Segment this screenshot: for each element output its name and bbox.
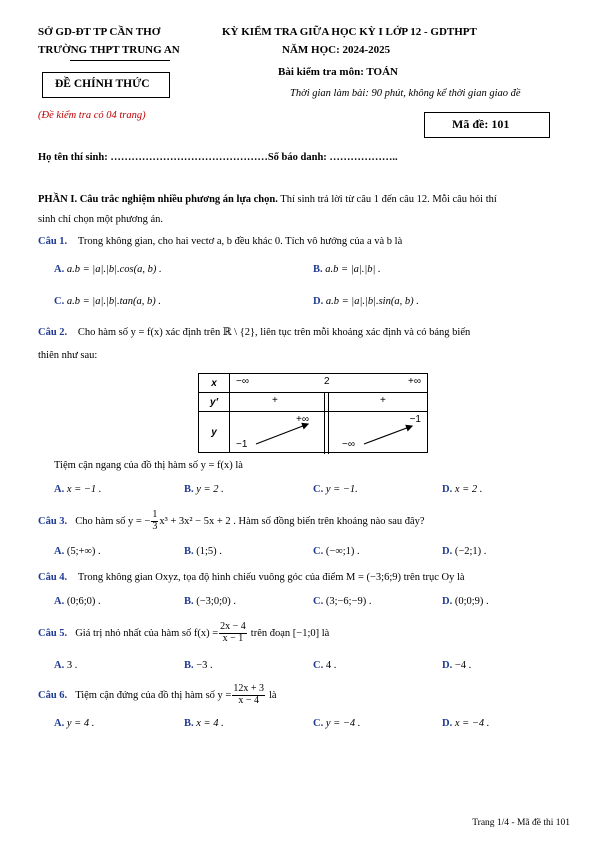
- q6-text-post: là: [269, 689, 277, 701]
- q4-option-c[interactable]: [313, 596, 372, 607]
- y-right-high: −1: [409, 414, 421, 425]
- q5-option-a[interactable]: [54, 660, 77, 671]
- school-year: NĂM HỌC: 2024-2025: [282, 44, 391, 56]
- option-letter: C.: [313, 484, 324, 495]
- q2-option-d[interactable]: [442, 484, 482, 495]
- q2-a-text: x = −1 .: [66, 484, 102, 495]
- table-yp-row: [230, 393, 428, 412]
- q5-d-text: −4 .: [454, 660, 472, 671]
- q6-numerator: 12x + 3: [233, 683, 264, 694]
- option-letter: B.: [313, 264, 323, 275]
- q6-option-b[interactable]: [184, 718, 224, 729]
- option-letter: D.: [442, 660, 453, 671]
- pages-note: (Đề kiểm tra có 04 trang): [38, 110, 146, 121]
- left-increase-arrow: [256, 424, 308, 444]
- q2-after-text: Tiệm cận ngang của đồ thị hàm số y = f(x) là: [54, 460, 243, 471]
- q3-option-a[interactable]: [54, 546, 101, 557]
- q5-c-text: 4 .: [325, 660, 337, 671]
- x-pos-inf: +∞: [408, 376, 421, 387]
- official-label: ĐỀ CHÍNH THỨC: [55, 78, 150, 90]
- q5-numerator: 2x − 4: [220, 621, 246, 632]
- option-letter: A.: [54, 484, 65, 495]
- q2-b-text: y = 2 .: [196, 484, 224, 495]
- q3-fraction: $\frac{1}{3}$: [152, 509, 158, 532]
- q6-label: Câu 6.: [38, 689, 68, 701]
- part1-instruction: Thí sinh trả lời từ câu 1 đến câu 12. Mỗi câu hỏi thí: [277, 194, 497, 205]
- option-letter: B.: [184, 596, 194, 607]
- q4-text: Trong không gian Oxyz, tọa độ hình chiếu vuông góc của điểm M = (−3;6;9) trên trục Oy là: [77, 572, 465, 583]
- q6-option-d[interactable]: [442, 718, 489, 729]
- q1-option-c[interactable]: [54, 296, 161, 307]
- q2-c-text: y = −1.: [325, 484, 358, 495]
- option-letter: B.: [184, 718, 194, 729]
- q6-c-text: y = −4 .: [325, 718, 361, 729]
- q6-denominator: x − 4: [238, 694, 259, 706]
- q6-text-pre: Tiệm cận đứng của đồ thị hàm số y =: [75, 689, 232, 701]
- double-bar: [324, 392, 329, 413]
- x-two: 2: [324, 376, 330, 387]
- option-letter: B.: [184, 484, 194, 495]
- q2-option-a[interactable]: [54, 484, 101, 495]
- option-letter: B.: [184, 660, 194, 671]
- table-x-row: [230, 374, 428, 393]
- option-letter: C.: [54, 296, 65, 307]
- q6-a-text: y = 4 .: [66, 718, 95, 729]
- q1-a-text: a.b = |a|.|b|.cos(a, b) .: [66, 264, 162, 275]
- q3-d-text: (−2;1) .: [454, 546, 487, 557]
- right-increase-arrow: [364, 426, 412, 444]
- yp-left-sign: +: [272, 395, 278, 406]
- q4-d-text: (0;0;9) .: [454, 596, 489, 607]
- q5-denominator: x − 1: [222, 632, 244, 644]
- q5-fraction: [219, 622, 247, 644]
- q3-option-c[interactable]: [313, 546, 360, 557]
- q3-label: Câu 3.: [38, 515, 68, 527]
- q4-c-text: (3;−6;−9) .: [325, 596, 372, 607]
- q3-text-post: x³ + 3x² − 5x + 2 . Hàm số đồng biến trên khoảng nào sau đây?: [159, 515, 425, 527]
- q1-b-text: a.b = |a|.|b| .: [325, 264, 381, 275]
- q5-option-c[interactable]: [313, 660, 336, 671]
- option-letter: D.: [442, 718, 453, 729]
- q1-d-text: a.b = |a|.|b|.sin(a, b) .: [325, 296, 419, 307]
- subject: Bài kiểm tra môn: TOÁN: [278, 66, 398, 78]
- question-6: [38, 684, 277, 706]
- option-letter: D.: [313, 296, 324, 307]
- y-left-low: −1: [236, 439, 248, 450]
- table-x-label: x: [199, 374, 230, 393]
- x-neg-inf: −∞: [236, 376, 249, 387]
- q1-c-text: a.b = |a|.|b|.tan(a, b) .: [66, 296, 162, 307]
- part1-title: PHẦN I. Câu trắc nghiệm nhiều phương án lựa chọn.: [38, 194, 278, 205]
- q1-option-b[interactable]: [313, 264, 381, 275]
- option-letter: C.: [313, 546, 324, 557]
- exam-time: Thời gian làm bài: 90 phút, không kể thời gian giao đề: [290, 88, 521, 99]
- option-letter: B.: [184, 546, 194, 557]
- option-letter: C.: [313, 596, 324, 607]
- exam-title: KỲ KIỂM TRA GIỮA HỌC KỲ I LỚP 12 - GDTHPT: [222, 26, 477, 38]
- question-3: [38, 510, 425, 532]
- option-letter: D.: [442, 596, 453, 607]
- q4-a-text: (0;6;0) .: [66, 596, 101, 607]
- option-letter: C.: [313, 660, 324, 671]
- table-y-row: [230, 412, 428, 453]
- question-1: [38, 236, 402, 247]
- q6-fraction: [232, 684, 265, 706]
- q3-option-b[interactable]: [184, 546, 222, 557]
- q1-label: Câu 1.: [38, 236, 68, 247]
- question-5: [38, 622, 329, 644]
- q3-a-text: (5;+∞) .: [66, 546, 101, 557]
- q4-label: Câu 4.: [38, 572, 68, 583]
- q5-text-pre: Giá trị nhỏ nhất của hàm số f(x) =: [75, 627, 219, 639]
- option-letter: D.: [442, 484, 453, 495]
- q3-text-pre: Cho hàm số y = −: [75, 515, 151, 527]
- yp-right-sign: +: [380, 395, 386, 406]
- q6-option-a[interactable]: [54, 718, 94, 729]
- school-name: TRƯỜNG THPT TRUNG AN: [38, 44, 180, 56]
- q2-option-b[interactable]: [184, 484, 224, 495]
- q2-d-text: x = 2 .: [454, 484, 483, 495]
- q2-label: Câu 2.: [38, 327, 68, 338]
- q5-text-post: trên đoạn [−1;0] là: [250, 627, 330, 639]
- y-left-high: +∞: [296, 414, 309, 425]
- q3-c-text: (−∞;1) .: [325, 546, 360, 557]
- q4-option-b[interactable]: [184, 596, 236, 607]
- q5-option-b[interactable]: [184, 660, 213, 671]
- option-letter: A.: [54, 264, 65, 275]
- q3-b-text: (1;5) .: [196, 546, 222, 557]
- part1-instruction-2: sinh chỉ chọn một phương án.: [38, 214, 163, 225]
- q3-option-d[interactable]: [442, 546, 486, 557]
- question-2: [38, 326, 470, 338]
- table-arrows: [230, 412, 427, 452]
- department-name: SỞ GD-ĐT TP CẦN THƠ: [38, 26, 161, 38]
- option-letter: A.: [54, 660, 65, 671]
- y-right-low: −∞: [342, 439, 355, 450]
- q2-text-2: thiên như sau:: [38, 350, 98, 361]
- q6-option-c[interactable]: [313, 718, 360, 729]
- question-4: [38, 572, 465, 583]
- student-info-line: Họ tên thí sinh: ………………………………………Số báo danh: ………………..: [38, 152, 398, 163]
- q6-b-text: x = 4 .: [196, 718, 224, 729]
- q2-option-c[interactable]: [313, 484, 358, 495]
- page-footer: Trang 1/4 - Mã đề thi 101: [472, 818, 570, 828]
- q5-b-text: −3 .: [196, 660, 213, 671]
- q6-d-text: x = −4 .: [454, 718, 490, 729]
- header-underline: [70, 60, 170, 61]
- table-yp-label: y′: [199, 393, 230, 412]
- q5-label: Câu 5.: [38, 627, 68, 639]
- option-letter: C.: [313, 718, 324, 729]
- q4-option-d[interactable]: [442, 596, 489, 607]
- q1-text: Trong không gian, cho hai vectơ a, b đều khác 0. Tích vô hướng của a và b là: [77, 236, 403, 247]
- option-letter: A.: [54, 718, 65, 729]
- q1-option-d[interactable]: [313, 296, 419, 307]
- q5-option-d[interactable]: [442, 660, 471, 671]
- option-letter: A.: [54, 596, 65, 607]
- exam-code: Mã đề: 101: [452, 117, 510, 131]
- table-y-label: y: [199, 412, 230, 453]
- q1-option-a[interactable]: [54, 264, 162, 275]
- option-letter: D.: [442, 546, 453, 557]
- variation-table: [198, 373, 428, 453]
- q2-text: Cho hàm số y = f(x) xác định trên ℝ \ {2}, liên tục trên mỗi khoảng xác định và có bảng biến: [77, 327, 471, 338]
- q5-a-text: 3 .: [66, 660, 78, 671]
- part1-heading: [38, 194, 497, 205]
- option-letter: A.: [54, 546, 65, 557]
- q4-option-a[interactable]: [54, 596, 101, 607]
- q4-b-text: (−3;0;0) .: [196, 596, 237, 607]
